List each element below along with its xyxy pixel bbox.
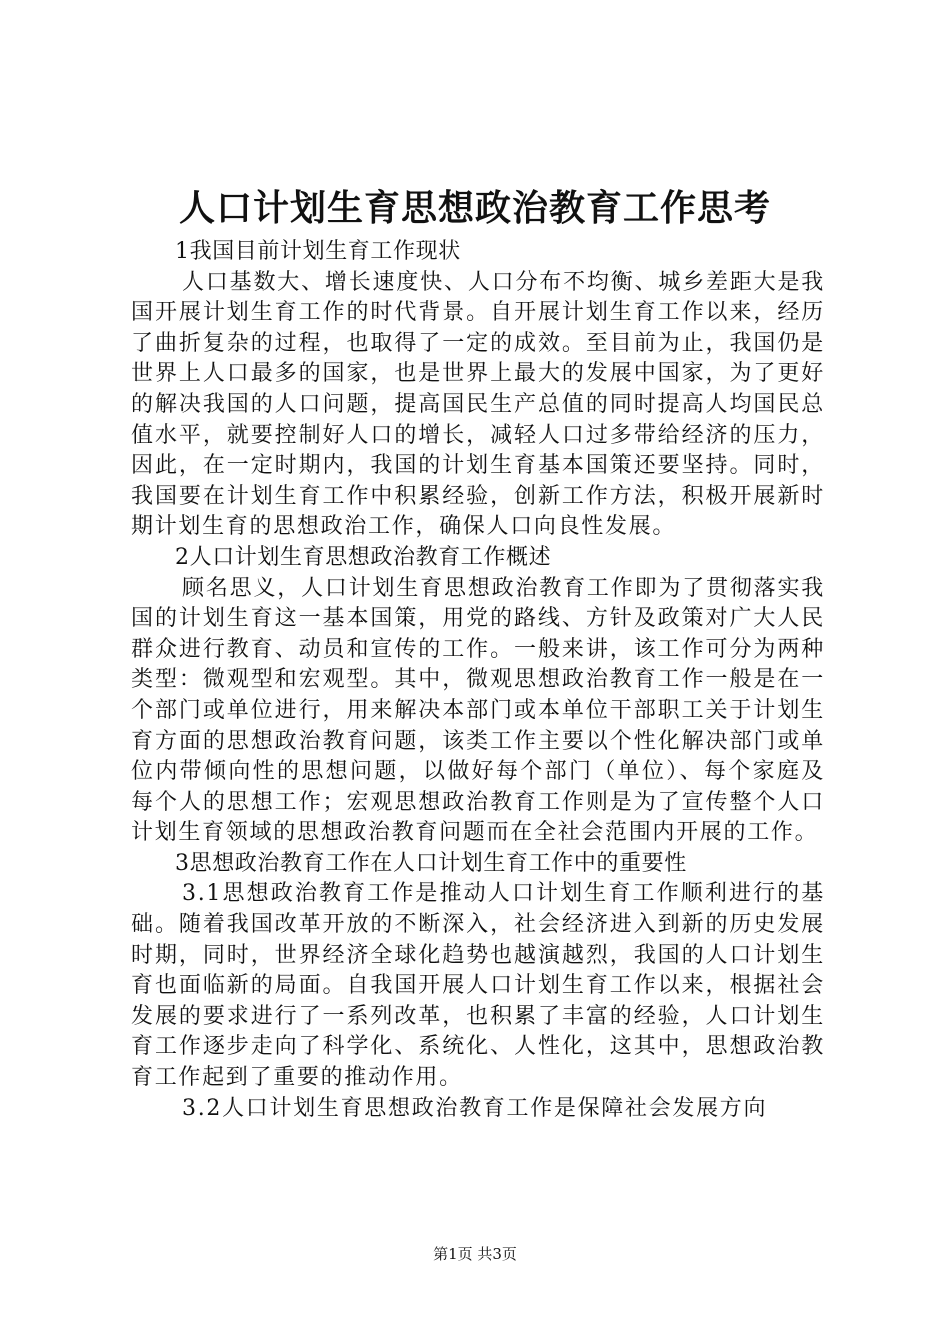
- section-heading-3: 3思想政治教育工作在人口计划生育工作中的重要性: [175, 850, 687, 876]
- document-title: 人口计划生育思想政治教育工作思考: [178, 187, 771, 229]
- section-2-paragraph: 顾名思义，人口计划生育思想政治教育工作即为了贯彻落实我国的计划生育这一基本国策，用党的路线、方针及政策对广大人民群众进行教育、动员和宣传的工作。一般来讲，该工作可分为两种类型：微观型和宏观型。其中，微观思想政治教育工作一般是在一个部门或单位进行，用来解决本部门或本单位干部职工关于计划生育方面的思想政治教育问题，该类工作主要以个性化解决部门或单位内带倾向性的思想问题，以做好每个部门（单位）、每个家庭及每个人的思想工作；宏观思想政治教育工作则是为了宣传整个人口计划生育领域的思想政治教育问题而在全社会范围内开展的工作。: [131, 575, 825, 846]
- document-body: [131, 237, 825, 1124]
- page-footer: 第1页 共3页: [433, 1245, 517, 1263]
- section-heading-1: 1我国目前计划生育工作现状: [175, 239, 461, 264]
- section-3-1-paragraph: 3.1思想政治教育工作是推动人口计划生育工作顺利进行的基础。随着我国改革开放的不断深入，社会经济进入到新的历史发展时期，同时，世界经济全球化趋势也越演越烈，我国的人口计划生育也面临新的局面。自我国开展人口计划生育工作以来，根据社会发展的要求进行了一系列改革，也积累了丰富的经验，人口计划生育工作逐步走向了科学化、系统化、人性化，这其中，思想政治教育工作起到了重要的推动作用。: [131, 881, 825, 1091]
- section-heading-2: 2人口计划生育思想政治教育工作概述: [175, 544, 552, 570]
- section-3-2-paragraph: 3.2人口计划生育思想政治教育工作是保障社会发展方向: [182, 1095, 768, 1121]
- section-1-paragraph: 人口基数大、增长速度快、人口分布不均衡、城乡差距大是我国开展计划生育工作的时代背景。自开展计划生育工作以来，经历了曲折复杂的过程，也取得了一定的成效。至目前为止，我国仍是世界上人口最多的国家，也是世界上最大的发展中国家，为了更好的解决我国的人口问题，提高国民生产总值的同时提高人均国民总值水平，就要控制好人口的增长，减轻人口过多带给经济的压力，因此，在一定时期内，我国的计划生育基本国策还要坚持。同时，我国要在计划生育工作中积累经验，创新工作方法，积极开展新时期计划生育的思想政治工作，确保人口向良性发展。: [131, 269, 825, 540]
